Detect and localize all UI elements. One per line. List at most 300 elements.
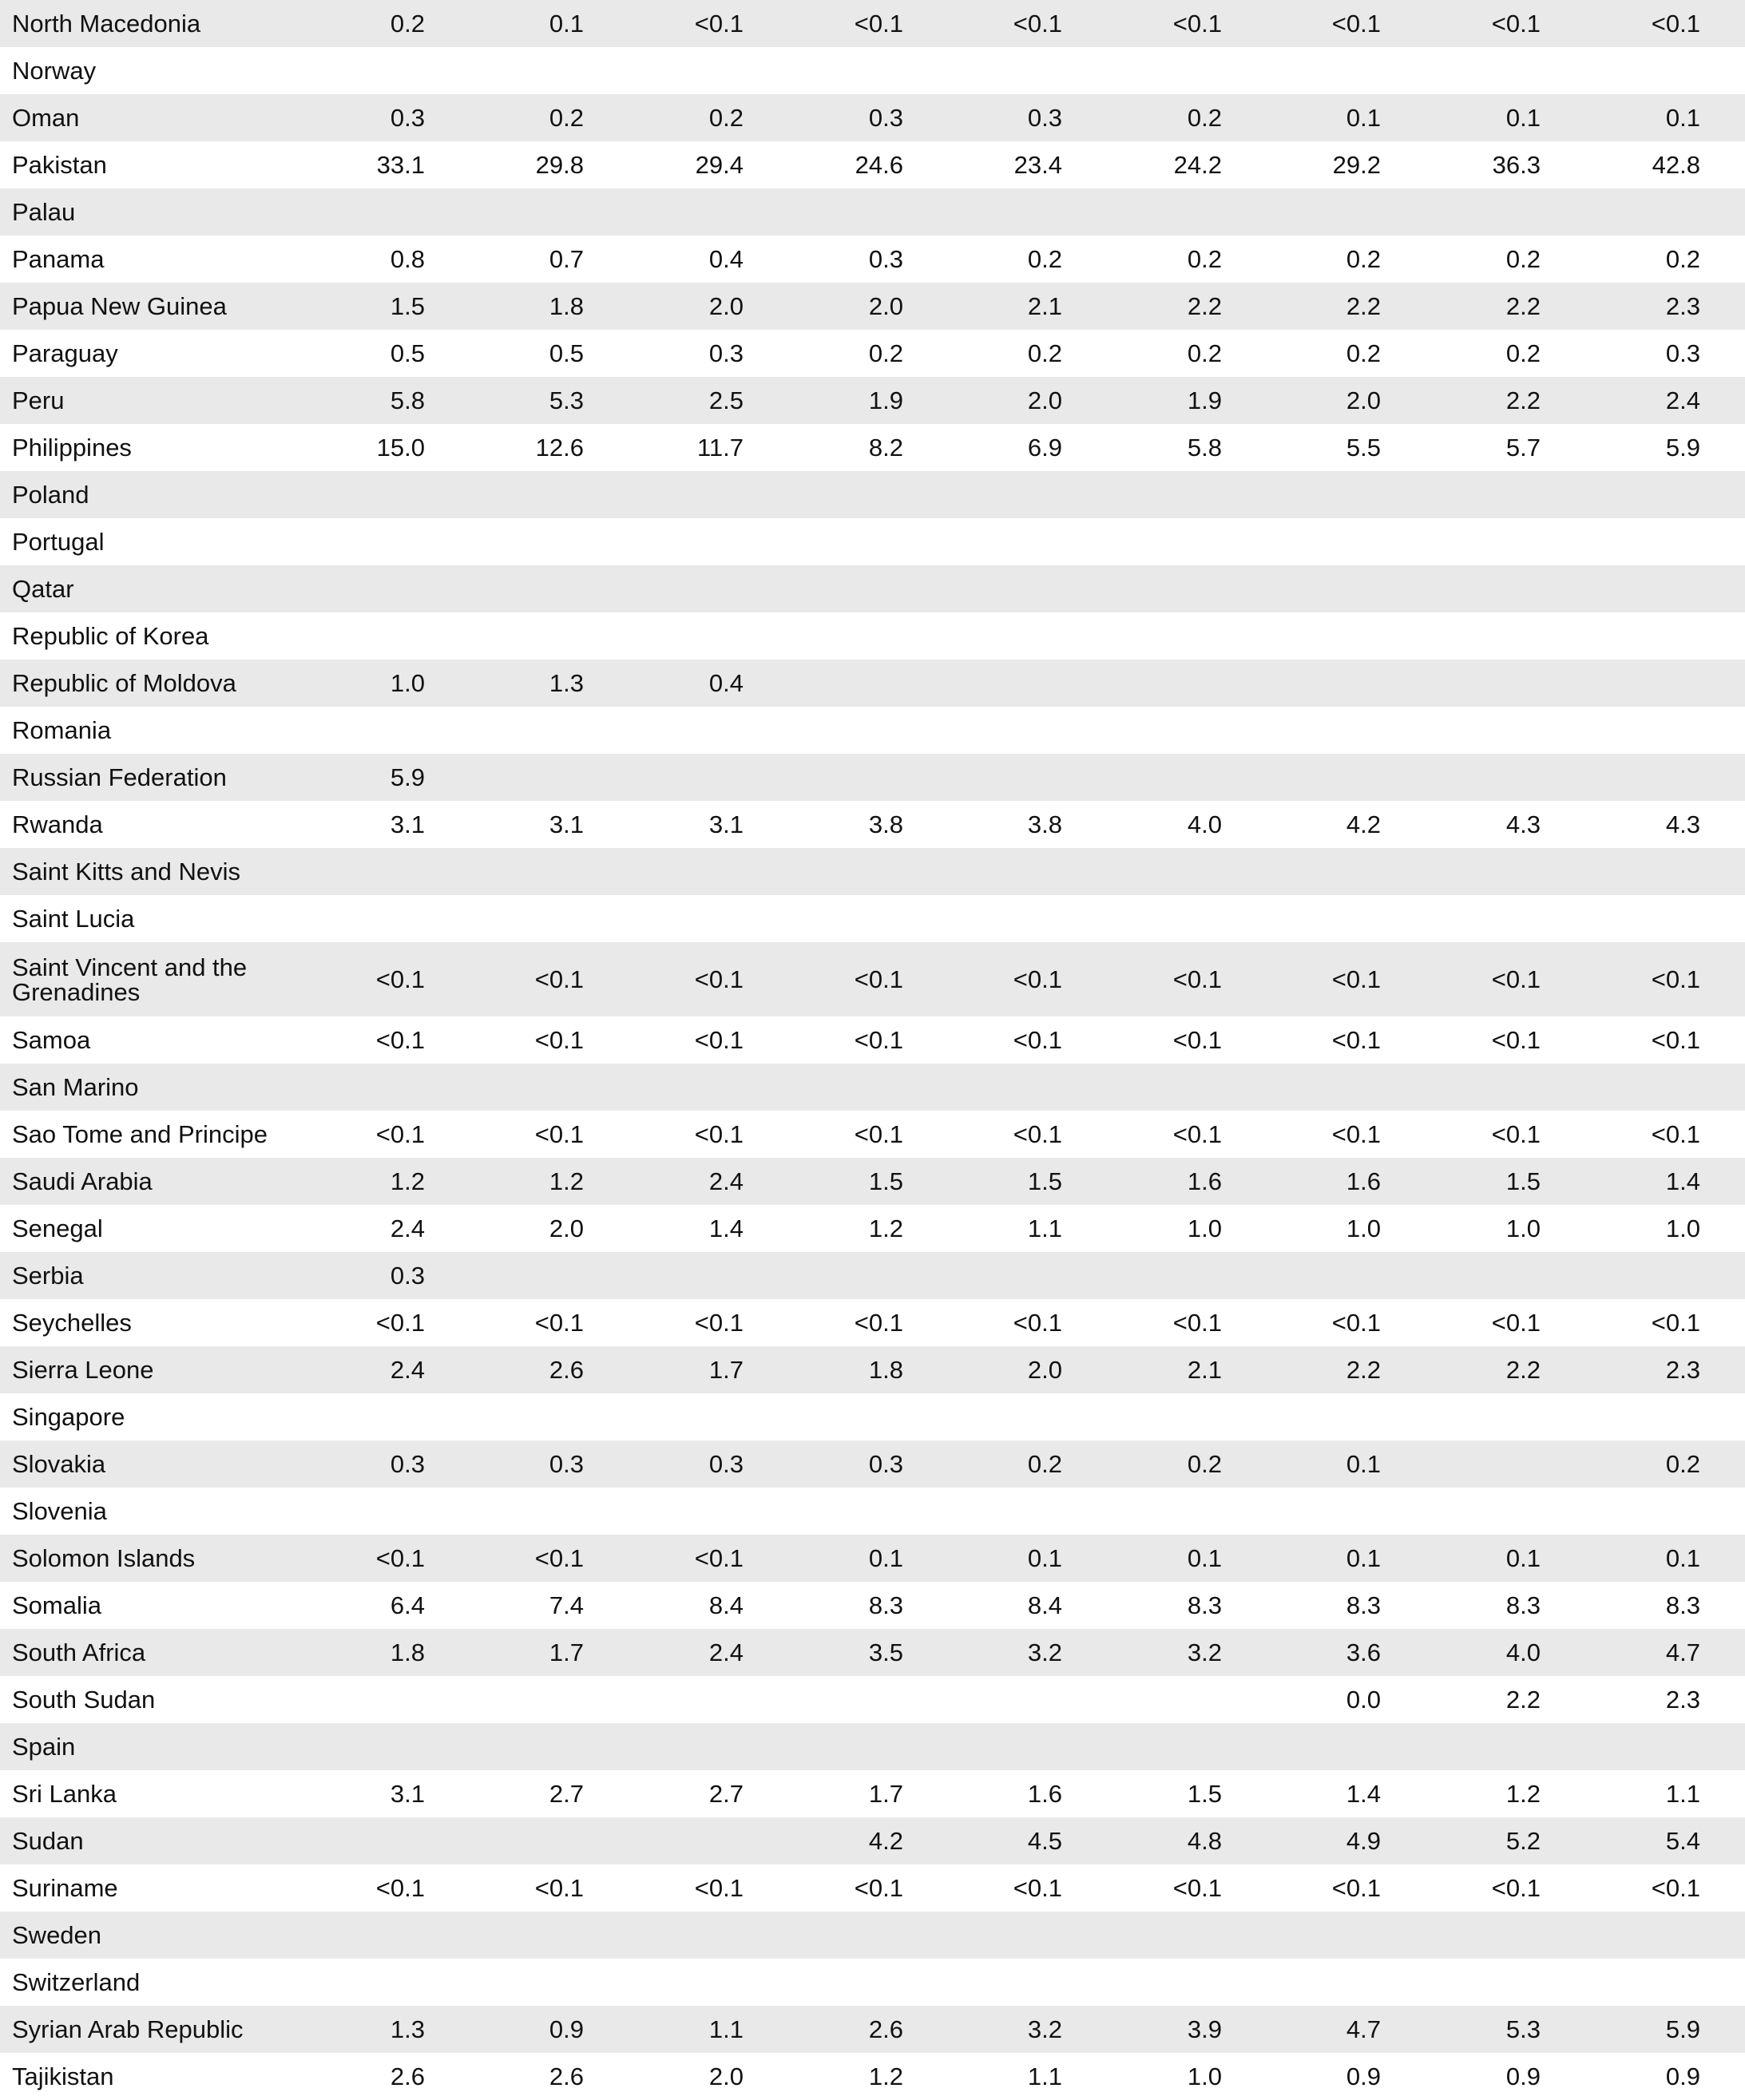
table-row xyxy=(0,471,1745,518)
value-cell xyxy=(1094,895,1222,942)
value-cell: 0.1 xyxy=(1346,1543,1381,1572)
value-cell xyxy=(775,1393,903,1440)
value-cell xyxy=(297,188,425,236)
value-cell: 4.7 xyxy=(1665,1638,1700,1666)
table-row xyxy=(0,94,1745,141)
country-name: Saudi Arabia xyxy=(12,1167,153,1195)
value-cell xyxy=(1253,565,1381,612)
value-cell xyxy=(1253,471,1381,518)
value-cell: 0.3 xyxy=(549,1449,584,1478)
value-cell xyxy=(616,1064,744,1111)
country-name: Sweden xyxy=(12,1921,102,1949)
value-cell xyxy=(297,47,425,94)
value-cell xyxy=(456,1723,584,1770)
value-cell xyxy=(456,754,584,801)
value-cell: 2.2 xyxy=(1505,1355,1541,1384)
value-cell xyxy=(456,1817,584,1864)
value-cell xyxy=(1253,188,1381,236)
value-cell xyxy=(1572,518,1700,565)
country-name: Samoa xyxy=(12,1026,91,1054)
country-name: Seychelles xyxy=(12,1309,132,1337)
country-name: Slovakia xyxy=(12,1450,106,1478)
value-cell: 0.1 xyxy=(1187,1543,1222,1572)
value-cell: 7.4 xyxy=(549,1591,584,1619)
value-cell: 0.2 xyxy=(1505,339,1541,367)
country-name: Sudan xyxy=(12,1827,84,1855)
value-cell: 0.3 xyxy=(390,1261,425,1290)
value-cell: 0.2 xyxy=(1665,244,1700,273)
value-cell: 0.3 xyxy=(708,1449,744,1478)
table-row xyxy=(0,236,1745,283)
value-cell: <0.1 xyxy=(854,965,903,993)
value-cell xyxy=(1572,660,1700,707)
table-row xyxy=(0,1440,1745,1488)
value-cell: 0.2 xyxy=(868,339,903,367)
value-cell xyxy=(616,47,744,94)
value-cell xyxy=(775,518,903,565)
value-cell: 0.4 xyxy=(708,244,744,273)
value-cell: 3.1 xyxy=(390,1779,425,1808)
value-cell: <0.1 xyxy=(1331,1308,1381,1337)
value-cell: 4.8 xyxy=(1187,1826,1222,1855)
value-cell xyxy=(616,471,744,518)
value-cell: 8.3 xyxy=(1505,1591,1541,1619)
country-name: Sao Tome and Principe xyxy=(12,1120,268,1148)
value-cell: 11.7 xyxy=(696,433,744,462)
value-cell xyxy=(456,471,584,518)
value-cell xyxy=(616,188,744,236)
value-cell: <0.1 xyxy=(1013,1308,1062,1337)
country-name: Saint Vincent and the Grenadines xyxy=(12,953,248,1006)
value-cell: 42.8 xyxy=(1652,150,1700,179)
value-cell xyxy=(1253,707,1381,754)
value-cell: 0.9 xyxy=(1346,2062,1381,2090)
table-row xyxy=(0,141,1745,188)
value-cell xyxy=(1572,707,1700,754)
value-cell: 4.2 xyxy=(868,1826,903,1855)
value-cell: 3.8 xyxy=(868,810,903,838)
value-cell: <0.1 xyxy=(534,1873,584,1902)
value-cell: 0.3 xyxy=(868,1449,903,1478)
value-cell: 2.0 xyxy=(868,291,903,320)
value-cell: 5.9 xyxy=(390,763,425,791)
value-cell xyxy=(456,1064,584,1111)
value-cell xyxy=(1413,848,1541,895)
value-cell: 3.9 xyxy=(1187,2015,1222,2043)
value-cell xyxy=(1413,1959,1541,2006)
value-cell: <0.1 xyxy=(1013,1025,1062,1054)
value-cell xyxy=(934,660,1062,707)
country-name: North Macedonia xyxy=(12,10,201,38)
value-cell xyxy=(1094,1912,1222,1959)
value-cell: 1.1 xyxy=(1665,1779,1700,1808)
value-cell: <0.1 xyxy=(694,1119,744,1148)
value-cell: 1.9 xyxy=(1187,386,1222,414)
value-cell xyxy=(775,612,903,660)
value-cell: 29.8 xyxy=(535,150,584,179)
country-name: Somalia xyxy=(12,1591,101,1619)
value-cell: <0.1 xyxy=(694,1543,744,1572)
value-cell: 4.3 xyxy=(1665,810,1700,838)
value-cell: <0.1 xyxy=(854,1025,903,1054)
value-cell xyxy=(1094,47,1222,94)
value-cell xyxy=(1572,471,1700,518)
value-cell xyxy=(775,1488,903,1535)
value-cell xyxy=(1094,707,1222,754)
value-cell: 0.3 xyxy=(1665,339,1700,367)
value-cell: 3.8 xyxy=(1027,810,1062,838)
value-cell xyxy=(1094,1488,1222,1535)
value-cell xyxy=(616,612,744,660)
country-name: Switzerland xyxy=(12,1968,141,1996)
value-cell: 4.3 xyxy=(1505,810,1541,838)
country-name: Papua New Guinea xyxy=(12,292,227,320)
value-cell xyxy=(1253,1723,1381,1770)
value-cell xyxy=(1253,1959,1381,2006)
value-cell xyxy=(934,1064,1062,1111)
value-cell: 2.3 xyxy=(1665,291,1700,320)
table-row xyxy=(0,1252,1745,1299)
value-cell: 0.2 xyxy=(1346,244,1381,273)
value-cell xyxy=(1413,1064,1541,1111)
value-cell: 0.5 xyxy=(390,339,425,367)
value-cell xyxy=(456,707,584,754)
value-cell xyxy=(934,565,1062,612)
value-cell: 2.1 xyxy=(1187,1355,1222,1384)
value-cell: 0.1 xyxy=(868,1543,903,1572)
country-name: Tajikistan xyxy=(12,2062,114,2090)
country-name: Serbia xyxy=(12,1262,84,1290)
value-cell xyxy=(616,895,744,942)
value-cell: 0.3 xyxy=(868,244,903,273)
country-name: South Africa xyxy=(12,1638,146,1666)
value-cell: 2.6 xyxy=(549,2062,584,2090)
value-cell: <0.1 xyxy=(375,1119,425,1148)
value-cell: 2.2 xyxy=(1505,386,1541,414)
country-name: Portugal xyxy=(12,528,105,556)
table-row xyxy=(0,283,1745,330)
table-row xyxy=(0,707,1745,754)
country-name: Paraguay xyxy=(12,339,118,367)
value-cell: <0.1 xyxy=(694,1873,744,1902)
value-cell: <0.1 xyxy=(1491,1873,1541,1902)
value-cell: 3.1 xyxy=(708,810,744,838)
value-cell: 0.1 xyxy=(1665,1543,1700,1572)
value-cell: <0.1 xyxy=(1172,965,1222,993)
value-cell xyxy=(1572,565,1700,612)
value-cell xyxy=(1572,188,1700,236)
value-cell: 2.2 xyxy=(1187,291,1222,320)
table-row xyxy=(0,424,1745,471)
value-cell: 5.8 xyxy=(390,386,425,414)
value-cell: 5.9 xyxy=(1665,433,1700,462)
value-cell: 3.5 xyxy=(868,1638,903,1666)
value-cell xyxy=(1413,565,1541,612)
value-cell: <0.1 xyxy=(1651,1025,1700,1054)
value-cell: <0.1 xyxy=(1491,9,1541,38)
value-cell xyxy=(1253,47,1381,94)
value-cell xyxy=(1572,848,1700,895)
value-cell: <0.1 xyxy=(694,9,744,38)
value-cell xyxy=(297,895,425,942)
value-cell: <0.1 xyxy=(854,9,903,38)
value-cell xyxy=(934,47,1062,94)
value-cell xyxy=(456,1488,584,1535)
table-row xyxy=(0,330,1745,377)
table-row xyxy=(0,1346,1745,1393)
value-cell xyxy=(456,1959,584,2006)
value-cell: 1.9 xyxy=(868,386,903,414)
value-cell: 4.0 xyxy=(1187,810,1222,838)
country-name: Senegal xyxy=(12,1214,103,1242)
value-cell: <0.1 xyxy=(694,1308,744,1337)
value-cell xyxy=(934,707,1062,754)
value-cell xyxy=(616,1252,744,1299)
value-cell: <0.1 xyxy=(1013,1873,1062,1902)
value-cell: 0.2 xyxy=(1187,103,1222,132)
value-cell: <0.1 xyxy=(375,1873,425,1902)
value-cell: 6.9 xyxy=(1027,433,1062,462)
country-name: Palau xyxy=(12,198,76,226)
value-cell: 1.5 xyxy=(1027,1167,1062,1195)
table-row xyxy=(0,801,1745,848)
value-cell: 1.5 xyxy=(868,1167,903,1195)
country-name: Poland xyxy=(12,481,89,509)
value-cell xyxy=(775,471,903,518)
value-cell: 2.2 xyxy=(1346,291,1381,320)
value-cell xyxy=(1253,1912,1381,1959)
value-cell xyxy=(775,1252,903,1299)
value-cell xyxy=(775,1676,903,1723)
value-cell xyxy=(1572,1488,1700,1535)
value-cell: 0.1 xyxy=(549,9,584,38)
table-row xyxy=(0,660,1745,707)
value-cell xyxy=(1413,1252,1541,1299)
value-cell: 1.2 xyxy=(868,2062,903,2090)
country-name: Sri Lanka xyxy=(12,1780,117,1808)
value-cell xyxy=(1572,1252,1700,1299)
value-cell: <0.1 xyxy=(854,1119,903,1148)
country-name: Slovenia xyxy=(12,1497,107,1525)
country-name: Russian Federation xyxy=(12,763,227,791)
value-cell: 0.8 xyxy=(390,244,425,273)
value-cell: 2.0 xyxy=(1346,386,1381,414)
value-cell xyxy=(775,660,903,707)
value-cell: <0.1 xyxy=(1172,1308,1222,1337)
value-cell: 3.2 xyxy=(1027,1638,1062,1666)
value-cell: <0.1 xyxy=(694,965,744,993)
value-cell: 0.3 xyxy=(390,1449,425,1478)
value-cell: 2.4 xyxy=(390,1214,425,1242)
value-cell xyxy=(1572,1064,1700,1111)
value-cell: 0.2 xyxy=(1027,339,1062,367)
table-row xyxy=(0,518,1745,565)
table-row xyxy=(0,565,1745,612)
table-row xyxy=(0,1111,1745,1158)
value-cell: 1.0 xyxy=(1505,1214,1541,1242)
value-cell xyxy=(934,1488,1062,1535)
value-cell xyxy=(297,1912,425,1959)
value-cell: 1.7 xyxy=(549,1638,584,1666)
value-cell: 1.1 xyxy=(1027,1214,1062,1242)
value-cell: 2.0 xyxy=(708,291,744,320)
value-cell xyxy=(616,1912,744,1959)
value-cell xyxy=(1413,518,1541,565)
value-cell: 2.0 xyxy=(1027,1355,1062,1384)
country-name: Qatar xyxy=(12,575,74,603)
value-cell xyxy=(456,1393,584,1440)
country-name: Sierra Leone xyxy=(12,1356,154,1384)
value-cell: <0.1 xyxy=(1651,965,1700,993)
value-cell: 15.0 xyxy=(376,433,425,462)
value-cell: 0.9 xyxy=(549,2015,584,2043)
value-cell xyxy=(297,707,425,754)
value-cell xyxy=(1572,1393,1700,1440)
country-name: San Marino xyxy=(12,1073,139,1101)
value-cell: 29.2 xyxy=(1332,150,1381,179)
value-cell: <0.1 xyxy=(534,1025,584,1054)
value-cell xyxy=(297,612,425,660)
value-cell xyxy=(775,47,903,94)
value-cell: 2.2 xyxy=(1505,291,1541,320)
value-cell xyxy=(297,471,425,518)
value-cell: 2.2 xyxy=(1346,1355,1381,1384)
table-row xyxy=(0,2006,1745,2053)
value-cell xyxy=(1094,1959,1222,2006)
value-cell: 0.1 xyxy=(1027,1543,1062,1572)
value-cell xyxy=(934,754,1062,801)
country-name: South Sudan xyxy=(12,1686,156,1714)
table-row xyxy=(0,612,1745,660)
value-cell xyxy=(934,1252,1062,1299)
value-cell xyxy=(616,848,744,895)
value-cell: 0.4 xyxy=(708,668,744,697)
table-row xyxy=(0,1817,1745,1864)
table-row xyxy=(0,1723,1745,1770)
value-cell: 0.2 xyxy=(1187,339,1222,367)
value-cell xyxy=(1094,565,1222,612)
value-cell: 0.2 xyxy=(708,103,744,132)
value-cell xyxy=(456,1676,584,1723)
table-row xyxy=(0,0,1745,47)
value-cell: <0.1 xyxy=(1651,1873,1700,1902)
value-cell xyxy=(934,188,1062,236)
country-name: Philippines xyxy=(12,434,132,462)
value-cell xyxy=(616,1393,744,1440)
value-cell xyxy=(1413,188,1541,236)
value-cell: 1.8 xyxy=(549,291,584,320)
value-cell xyxy=(297,1817,425,1864)
value-cell xyxy=(1094,518,1222,565)
value-cell: 2.4 xyxy=(1665,386,1700,414)
country-name: Peru xyxy=(12,386,65,414)
value-cell xyxy=(1572,754,1700,801)
value-cell: <0.1 xyxy=(1491,1308,1541,1337)
value-cell xyxy=(934,1393,1062,1440)
table-row xyxy=(0,1064,1745,1111)
value-cell: 2.1 xyxy=(1027,291,1062,320)
value-cell: <0.1 xyxy=(1172,1025,1222,1054)
value-cell: 0.9 xyxy=(1505,2062,1541,2090)
value-cell: 5.8 xyxy=(1187,433,1222,462)
table-row xyxy=(0,1299,1745,1346)
value-cell: 8.3 xyxy=(1665,1591,1700,1619)
value-cell: 1.1 xyxy=(1027,2062,1062,2090)
value-cell: 1.3 xyxy=(390,2015,425,2043)
value-cell: 1.4 xyxy=(708,1214,744,1242)
value-cell: 0.5 xyxy=(549,339,584,367)
value-cell: <0.1 xyxy=(1172,9,1222,38)
value-cell: 1.8 xyxy=(390,1638,425,1666)
value-cell: <0.1 xyxy=(1331,1873,1381,1902)
value-cell xyxy=(1413,707,1541,754)
value-cell xyxy=(1413,471,1541,518)
value-cell xyxy=(934,1959,1062,2006)
value-cell: 3.6 xyxy=(1346,1638,1381,1666)
value-cell: <0.1 xyxy=(1491,1025,1541,1054)
value-cell xyxy=(616,1488,744,1535)
value-cell xyxy=(1413,895,1541,942)
value-cell: 1.0 xyxy=(1665,1214,1700,1242)
value-cell: 4.0 xyxy=(1505,1638,1541,1666)
value-cell: 2.4 xyxy=(708,1167,744,1195)
value-cell: 1.5 xyxy=(1505,1167,1541,1195)
value-cell: 24.2 xyxy=(1173,150,1222,179)
value-cell xyxy=(616,1676,744,1723)
table-row xyxy=(0,1016,1745,1064)
country-name: Spain xyxy=(12,1733,76,1761)
table-row xyxy=(0,2053,1745,2100)
table-row xyxy=(0,1393,1745,1440)
value-cell xyxy=(1413,612,1541,660)
value-cell xyxy=(1413,660,1541,707)
country-name: Rwanda xyxy=(12,810,103,838)
value-cell xyxy=(1094,1064,1222,1111)
value-cell: <0.1 xyxy=(375,1308,425,1337)
value-cell: 0.2 xyxy=(1665,1449,1700,1478)
table-row xyxy=(0,1158,1745,1205)
value-cell xyxy=(934,612,1062,660)
country-name: Oman xyxy=(12,104,80,132)
value-cell: <0.1 xyxy=(694,1025,744,1054)
value-cell xyxy=(775,1064,903,1111)
value-cell xyxy=(1572,1912,1700,1959)
table-row xyxy=(0,377,1745,424)
value-cell: <0.1 xyxy=(1331,9,1381,38)
value-cell xyxy=(456,518,584,565)
value-cell xyxy=(616,518,744,565)
value-cell: 0.1 xyxy=(1346,103,1381,132)
value-cell xyxy=(456,1252,584,1299)
value-cell: 3.1 xyxy=(390,810,425,838)
value-cell: 1.4 xyxy=(1346,1779,1381,1808)
country-name: Norway xyxy=(12,57,97,85)
value-cell: 1.2 xyxy=(868,1214,903,1242)
value-cell: 4.5 xyxy=(1027,1826,1062,1855)
value-cell xyxy=(1094,754,1222,801)
value-cell: 1.0 xyxy=(1346,1214,1381,1242)
value-cell xyxy=(1094,848,1222,895)
country-name: Saint Kitts and Nevis xyxy=(12,858,241,886)
value-cell: 8.4 xyxy=(1027,1591,1062,1619)
value-cell xyxy=(1094,1252,1222,1299)
value-cell: <0.1 xyxy=(1013,9,1062,38)
value-cell xyxy=(1094,1676,1222,1723)
value-cell: 1.6 xyxy=(1187,1167,1222,1195)
value-cell: 2.0 xyxy=(1027,386,1062,414)
value-cell: 2.3 xyxy=(1665,1685,1700,1714)
value-cell: <0.1 xyxy=(854,1308,903,1337)
